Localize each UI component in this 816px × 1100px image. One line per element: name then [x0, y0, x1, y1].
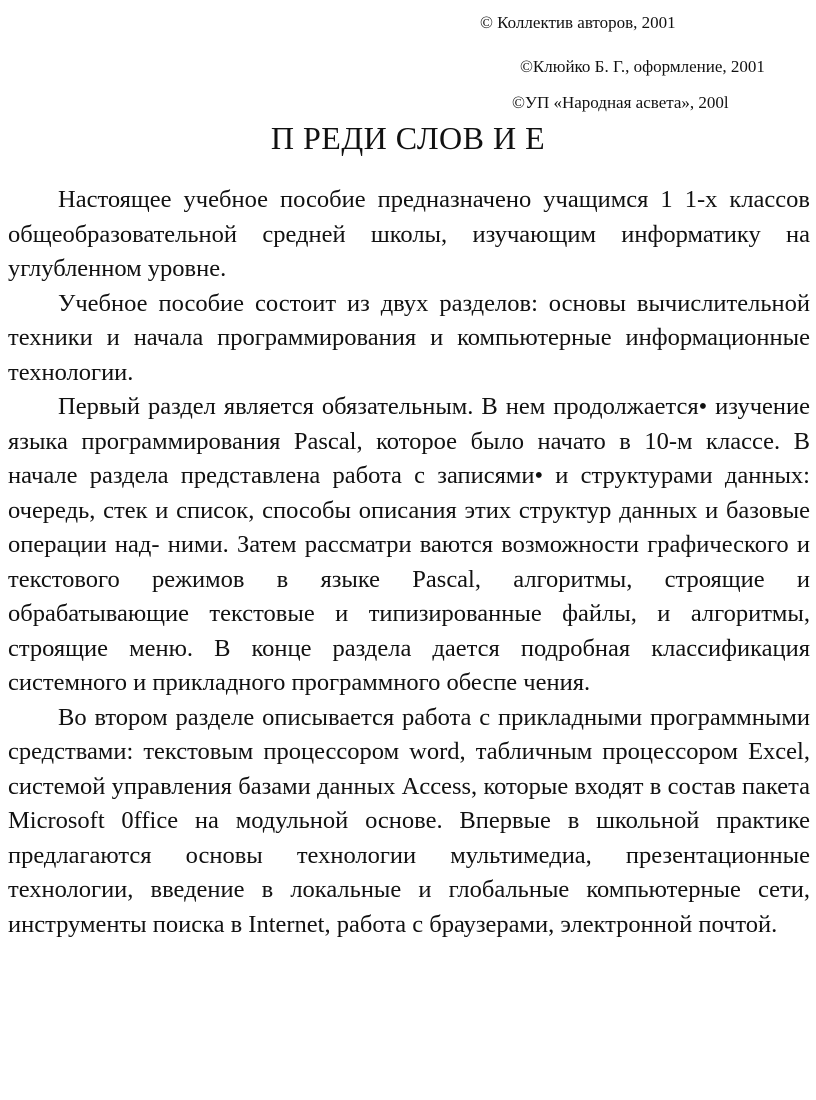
copyright-publisher: ©УП «Народная асвета», 200l — [512, 93, 729, 112]
paragraph-4: Во втором разделе описывается работа с прикладными программными средствами: текстовым процессором word, табличным процессором Excel, системой управления базами данных Access, которые входят в состав пакета Microsoft 0ffice на модульной основе. Впервые в школьной практике предлагаются основы технологии мультимедиа, презентационные технологии, введение в локальные и глобальные компьютерные сети, инструменты поиска в Internet, работа с браузерами, электронной почтой. — [8, 703, 810, 938]
paragraph-2: Учебное пособие состоит из двух разделов: основы вычислительной техники и начала программирования и компьютерные информационные технологии. — [8, 289, 810, 386]
copyright-design: ©Клюйко Б. Г., оформление, 2001 — [520, 57, 765, 76]
paragraph-3: Первый раздел является обязательным. В нем продолжается• изучение языка программирования Pascal, которое было начато в 10-м классе. В начале раздела представлена работа с записями• и структурами данных: очередь, стек и список, способы описания этих структур данных и базовые операции над- ними. Затем рассматри ваются возможности графического и текстового режимов в языке Pascal, алгоритмы, строящие и обрабатывающие текстовые и типизированные файлы, и алгоритмы, строящие меню. В конце раздела дается подробная классификация системного и прикладного программного обеспе чения. — [8, 393, 810, 696]
page-title-text: П РЕДИ СЛОВ И Е — [270, 120, 546, 156]
paragraph-1: Настоящее учебное пособие предназначено учащимся 1 1-х классов общеобразовательной средней школы, изучающим информатику на углубленном уровне. — [8, 186, 810, 282]
page-title — [0, 118, 816, 158]
document-body — [8, 183, 810, 942]
copyright-authors: © Коллектив авторов, 2001 — [480, 13, 676, 32]
